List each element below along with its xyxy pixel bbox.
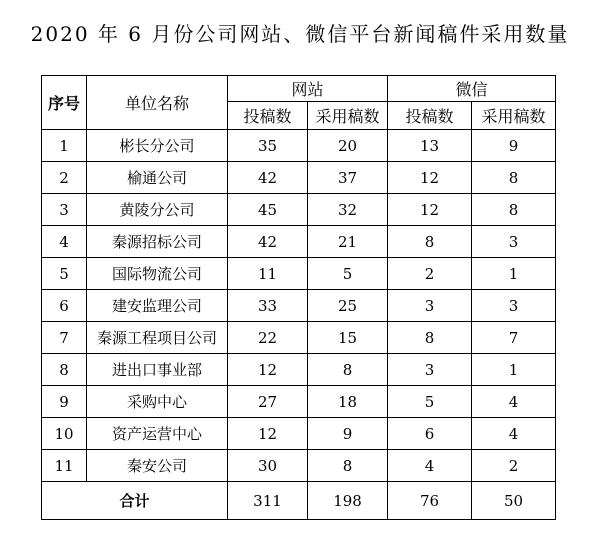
row-index: 9 (42, 386, 87, 418)
row-website-adopted: 8 (308, 450, 388, 482)
document-title: 2020 年 6 月份公司网站、微信平台新闻稿件采用数量 (30, 22, 570, 46)
statistics-table (41, 75, 556, 520)
row-website-submitted: 42 (228, 162, 308, 194)
row-wechat-adopted: 3 (472, 290, 556, 322)
header-wechat-adopted: 采用稿数 (472, 102, 556, 130)
row-wechat-adopted: 2 (472, 450, 556, 482)
header-wechat-submitted: 投稿数 (388, 102, 472, 130)
row-unit-name: 资产运营中心 (87, 418, 228, 450)
total-website-adopted: 198 (308, 482, 388, 520)
row-wechat-adopted: 4 (472, 386, 556, 418)
row-wechat-submitted: 8 (388, 226, 472, 258)
row-website-submitted: 12 (228, 354, 308, 386)
row-wechat-submitted: 6 (388, 418, 472, 450)
row-wechat-submitted: 12 (388, 162, 472, 194)
table-row (42, 130, 556, 162)
row-unit-name: 进出口事业部 (87, 354, 228, 386)
table-row (42, 418, 556, 450)
row-website-adopted: 32 (308, 194, 388, 226)
row-website-adopted: 37 (308, 162, 388, 194)
row-unit-name: 建安监理公司 (87, 290, 228, 322)
total-wechat-adopted: 50 (472, 482, 556, 520)
row-website-submitted: 12 (228, 418, 308, 450)
row-website-adopted: 25 (308, 290, 388, 322)
row-wechat-submitted: 2 (388, 258, 472, 290)
total-wechat-submitted: 76 (388, 482, 472, 520)
row-website-adopted: 15 (308, 322, 388, 354)
row-index: 2 (42, 162, 87, 194)
row-website-submitted: 11 (228, 258, 308, 290)
row-wechat-adopted: 4 (472, 418, 556, 450)
row-wechat-adopted: 8 (472, 162, 556, 194)
row-index: 4 (42, 226, 87, 258)
header-website-submitted: 投稿数 (228, 102, 308, 130)
row-unit-name: 榆通公司 (87, 162, 228, 194)
table-row (42, 290, 556, 322)
row-index: 10 (42, 418, 87, 450)
total-row (42, 482, 556, 520)
row-website-adopted: 21 (308, 226, 388, 258)
row-website-submitted: 22 (228, 322, 308, 354)
row-wechat-submitted: 4 (388, 450, 472, 482)
row-unit-name: 彬长分公司 (87, 130, 228, 162)
row-website-submitted: 33 (228, 290, 308, 322)
row-wechat-submitted: 13 (388, 130, 472, 162)
table-row (42, 322, 556, 354)
row-wechat-adopted: 7 (472, 322, 556, 354)
row-website-adopted: 18 (308, 386, 388, 418)
header-wechat: 微信 (388, 76, 556, 102)
row-website-adopted: 8 (308, 354, 388, 386)
row-index: 1 (42, 130, 87, 162)
row-index: 5 (42, 258, 87, 290)
row-website-adopted: 5 (308, 258, 388, 290)
row-website-submitted: 35 (228, 130, 308, 162)
row-wechat-adopted: 1 (472, 354, 556, 386)
row-unit-name: 秦源招标公司 (87, 226, 228, 258)
row-wechat-submitted: 8 (388, 322, 472, 354)
row-wechat-adopted: 8 (472, 194, 556, 226)
row-website-submitted: 30 (228, 450, 308, 482)
total-label: 合计 (42, 482, 228, 520)
total-website-submitted: 311 (228, 482, 308, 520)
row-unit-name: 采购中心 (87, 386, 228, 418)
table-row (42, 226, 556, 258)
table-row (42, 354, 556, 386)
row-website-submitted: 42 (228, 226, 308, 258)
row-index: 8 (42, 354, 87, 386)
row-wechat-adopted: 1 (472, 258, 556, 290)
row-wechat-submitted: 3 (388, 290, 472, 322)
row-website-submitted: 45 (228, 194, 308, 226)
table-row (42, 386, 556, 418)
table-body (42, 130, 556, 520)
row-index: 11 (42, 450, 87, 482)
row-index: 7 (42, 322, 87, 354)
header-index: 序号 (42, 76, 87, 130)
row-wechat-submitted: 3 (388, 354, 472, 386)
row-unit-name: 秦安公司 (87, 450, 228, 482)
header-unit-name: 单位名称 (87, 76, 228, 130)
table-row (42, 450, 556, 482)
row-index: 6 (42, 290, 87, 322)
table-row (42, 194, 556, 226)
row-website-submitted: 27 (228, 386, 308, 418)
row-wechat-submitted: 12 (388, 194, 472, 226)
table-row (42, 258, 556, 290)
row-unit-name: 秦源工程项目公司 (87, 322, 228, 354)
row-unit-name: 黄陵分公司 (87, 194, 228, 226)
row-wechat-adopted: 3 (472, 226, 556, 258)
table-row (42, 162, 556, 194)
header-row-group (42, 76, 556, 102)
header-website-adopted: 采用稿数 (308, 102, 388, 130)
header-website: 网站 (228, 76, 388, 102)
row-website-adopted: 9 (308, 418, 388, 450)
row-wechat-adopted: 9 (472, 130, 556, 162)
row-website-adopted: 20 (308, 130, 388, 162)
row-index: 3 (42, 194, 87, 226)
row-wechat-submitted: 5 (388, 386, 472, 418)
row-unit-name: 国际物流公司 (87, 258, 228, 290)
